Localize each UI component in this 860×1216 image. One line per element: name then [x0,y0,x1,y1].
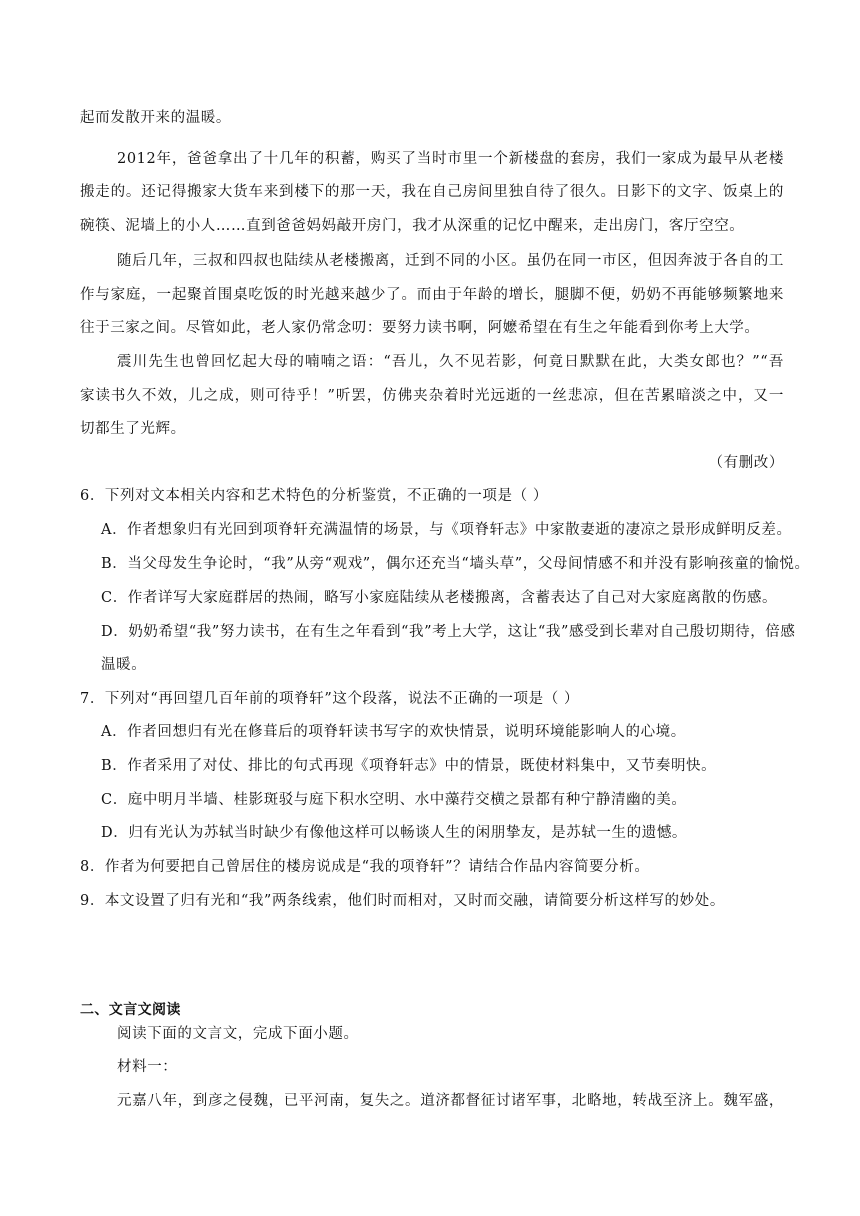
question-7-option-b: B．作者采用了对仗、排比的句式再现《项脊轩志》中的情景，既使材料集中，又节奏明快。 [101,758,717,774]
section-2-heading: 二、文言文阅读 [80,1002,181,1018]
passage-p1-line3: 碗筷、泥墙上的小人……直到爸爸妈妈敲开房门，我才从深重的记忆中醒来，走出房门，客厅空空。 [80,218,745,234]
passage-p2-line3: 往于三家之间。尽管如此，老人家仍常念叨：要努力读书啊，阿嬷希望在有生之年能看到你考上大学。 [80,320,760,336]
passage-p2-line1: 随后几年，三叔和四叔也陆续从老楼搬离，迁到不同的小区。虽仍在同一市区，但因奔波于各自的工 [117,253,784,269]
question-6-stem: 6．下列对文本相关内容和艺术特色的分析鉴赏，不正确的一项是（ ） [80,488,549,504]
material-one-line1: 元嘉八年，到彦之侵魏，已平河南，复失之。道济都督征讨诸军事，北略地，转战至济上。魏军盛， [117,1093,784,1109]
question-6-option-d-line1: D．奶奶希望“我”努力读书，在有生之年看到“我”考上大学，这让“我”感受到长辈对自己殷切期待，倍感 [101,624,796,640]
passage-p1-line2: 搬走的。还记得搬家大货车来到楼下的那一天，我在自己房间里独自待了很久。日影下的文字、饭桌上的 [80,184,784,200]
passage-p3-line1: 震川先生也曾回忆起大母的喃喃之语：“吾儿，久不见若影，何竟日默默在此，大类女郎也？”“吾 [117,354,784,370]
source-note: （有删改） [708,455,784,471]
question-6-option-b: B．当父母发生争论时，“我”从旁“观戏”，偶尔还充当“墙头草”，父母间情感不和并没有影响孩童的愉悦。 [101,556,810,572]
question-7-option-c: C．庭中明月半墙、桂影斑驳与庭下积水空明、水中藻荇交横之景都有种宁静清幽的美。 [101,792,687,808]
passage-p3-line3: 切都生了光辉。 [80,421,186,437]
question-6-option-c: C．作者详写大家庭群居的热闹，略写小家庭陆续从老楼搬离，含蓄表达了自己对大家庭离散的伤感。 [101,590,778,606]
section-2-intro: 阅读下面的文言文，完成下面小题。 [117,1026,359,1042]
material-one-label: 材料一： [117,1059,178,1075]
question-7-option-d: D．归有光认为苏轼当时缺少有像他这样可以畅谈人生的闲朋挚友，是苏轼一生的遗憾。 [101,825,688,841]
question-7-stem: 7．下列对“再回望几百年前的项脊轩”这个段落，说法不正确的一项是（ ） [80,691,580,707]
passage-p3-line2: 家读书久不效，儿之成，则可待乎！”听罢，仿佛夹杂着时光远逝的一丝悲凉，但在苦累暗淡之中，又一 [80,388,784,404]
question-8: 8．作者为何要把自己曾居住的楼房说成是“我的项脊轩”？请结合作品内容简要分析。 [80,859,650,875]
question-7-option-a: A．作者回想归有光在修葺后的项脊轩读书写字的欢快情景，说明环境能影响人的心境。 [101,724,686,740]
question-9: 9．本文设置了归有光和“我”两条线索，他们时而相对，又时而交融，请简要分析这样写的妙处。 [80,893,725,909]
passage-p1-line1: 2012年，爸爸拿出了十几年的积蓄，购买了当时市里一个新楼盘的套房，我们一家成为最早从老楼 [117,151,784,167]
question-6-option-a: A．作者想象归有光回到项脊轩充满温情的场景，与《项脊轩志》中家散妻逝的凄凉之景形成鲜明反差。 [101,522,792,538]
passage-p2-line2: 作与家庭，一起聚首围桌吃饭的时光越来越少了。而由于年龄的增长，腿脚不便，奶奶不再能够频繁地来 [80,287,784,303]
passage-paragraph-tail: 起而发散开来的温暖。 [80,110,231,126]
question-6-option-d-line2: 温暖。 [101,657,147,673]
